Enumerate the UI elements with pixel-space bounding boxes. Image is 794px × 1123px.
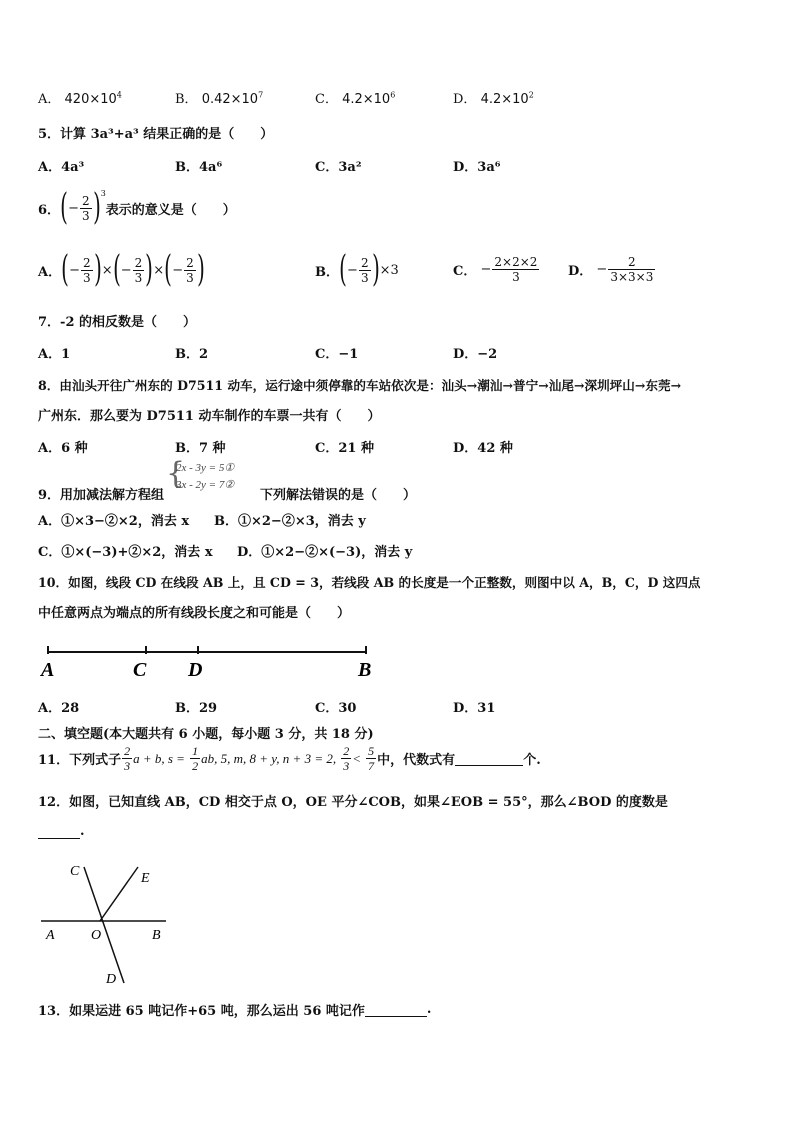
q9-stem-post: 下列解法错误的是（ ） (260, 488, 417, 503)
q9-equation-2: 3x - 2y = 7② (176, 479, 235, 491)
q7-stem: 7．-2 的相反数是（ ） (38, 315, 197, 330)
q8-stem-line1: 8．由汕头开往广州东的 D7511 动车，运行途中须停靠的车站依次是：汕头→潮汕→普宁→汕尾→深圳坪山→东莞→ (38, 378, 682, 393)
q4-option-c: C． $4.2\times 10^6$ (315, 90, 396, 107)
label-a: A (41, 659, 55, 680)
q6-option-a: A． ( − $\frac{2}{3}$ ) × ( − $\frac{2}{3}$ ) × ( − $\frac{2}{3}$ ) (38, 249, 205, 290)
q9-option-a: A．①×3−②×2，消去 x (38, 514, 190, 529)
q4-option-b: B． $0.42\times 10^7$ (175, 90, 264, 107)
label-b: B (152, 928, 161, 943)
angle-figure (38, 855, 173, 990)
q5-option-a: A．4a³ (38, 160, 85, 175)
q11-answer-blank[interactable] (455, 751, 523, 766)
q10-stem-line2: 中任意两点为端点的所有线段长度之和可能是（ ） (38, 606, 351, 621)
q7-option-a: A．1 (38, 347, 71, 362)
label-c: C (133, 659, 147, 680)
q6-stem: 6． ( − $\frac{2}{3}$ ) $^3$ 表示的意义是（ ） (38, 187, 236, 228)
q13-answer-blank[interactable] (365, 1002, 427, 1017)
q12-stem-line2: . (38, 824, 85, 839)
q6-option-b: B． ( − $\frac{2}{3}$ ) ×3 (315, 249, 399, 290)
q10-stem-line1: 10．如图，线段 CD 在线段 AB 上，且 CD = 3，若线段 AB 的长度是一个正整数，则图中以 A，B，C，D 这四点 (38, 575, 701, 590)
q8-option-c: C．21 种 (315, 441, 374, 456)
label-a: A (46, 928, 55, 943)
q10-option-a: A．28 (38, 701, 80, 716)
q8-option-a: A．6 种 (38, 441, 88, 456)
q6-option-c: C． − $\frac{2\times 2\times 2}{3}$ (453, 255, 538, 284)
q9-stem-pre: 9．用加减法解方程组 (38, 488, 165, 503)
label-e: E (141, 871, 150, 886)
q9-option-c: C．①×(−3)+②×2，消去 x (38, 545, 213, 560)
q8-option-d: D．42 种 (453, 441, 513, 456)
q12-stem-line1: 12．如图，已知直线 AB，CD 相交于点 O，OE 平分∠COB，如果∠EOB = 55°，那么∠BOD 的度数是 (38, 795, 668, 810)
q4-option-a: A． $420\times 10^4$ (38, 90, 122, 107)
label-o: O (91, 928, 102, 943)
q8-option-b: B．7 种 (175, 441, 226, 456)
label-c: C (70, 864, 80, 879)
q7-option-b: B．2 (175, 347, 209, 362)
q6-option-d: D． − $\frac{2}{3\times 3\times 3}$ (568, 255, 654, 284)
label-b: B (358, 659, 372, 680)
q9-option-b: B．①×2−②×3，消去 y (214, 514, 366, 529)
q9-option-d: D．①×2−②×(−3)，消去 y (237, 545, 413, 560)
q10-option-b: B．29 (175, 701, 218, 716)
section-2-title: 二、填空题(本大题共有 6 小题，每小题 3 分，共 18 分) (38, 727, 374, 742)
q9-equation-1: 2x - 3y = 5① (176, 462, 235, 474)
q12-answer-blank[interactable] (38, 824, 80, 839)
q5-stem: 5．计算 3a³+a³ 结果正确的是（ ） (38, 127, 274, 142)
q5-option-d: D．3a⁶ (453, 160, 501, 175)
q11-stem: 11．下列式子 $\frac{2}{3}$ a + b, s = $\frac{1}{2}$ ab, 5, m, 8 + y, n + 3 = 2, $\frac{2}{3}$ < $\frac{5}{7}$ 中，代数式有 个. (38, 744, 541, 773)
q10-option-c: C．30 (315, 701, 357, 716)
q5-option-c: C．3a² (315, 160, 362, 175)
q7-option-c: C．−1 (315, 347, 359, 362)
q8-stem-line2: 广州东．那么要为 D7511 动车制作的车票一共有（ ） (38, 409, 381, 424)
label-d: D (106, 972, 117, 987)
q4-option-d: D． $4.2\times 10^2$ (453, 90, 534, 107)
q10-option-d: D．31 (453, 701, 496, 716)
q7-option-d: D．−2 (453, 347, 498, 362)
q13-stem: 13．如果运进 65 吨记作+65 吨，那么运出 56 吨记作 . (38, 1002, 432, 1019)
segment-figure (38, 638, 383, 680)
ray-oe (100, 867, 138, 921)
line-cd (84, 867, 124, 983)
label-d: D (188, 659, 203, 680)
q5-option-b: B．4a⁶ (175, 160, 223, 175)
q9-equation-brace: { (166, 456, 186, 491)
